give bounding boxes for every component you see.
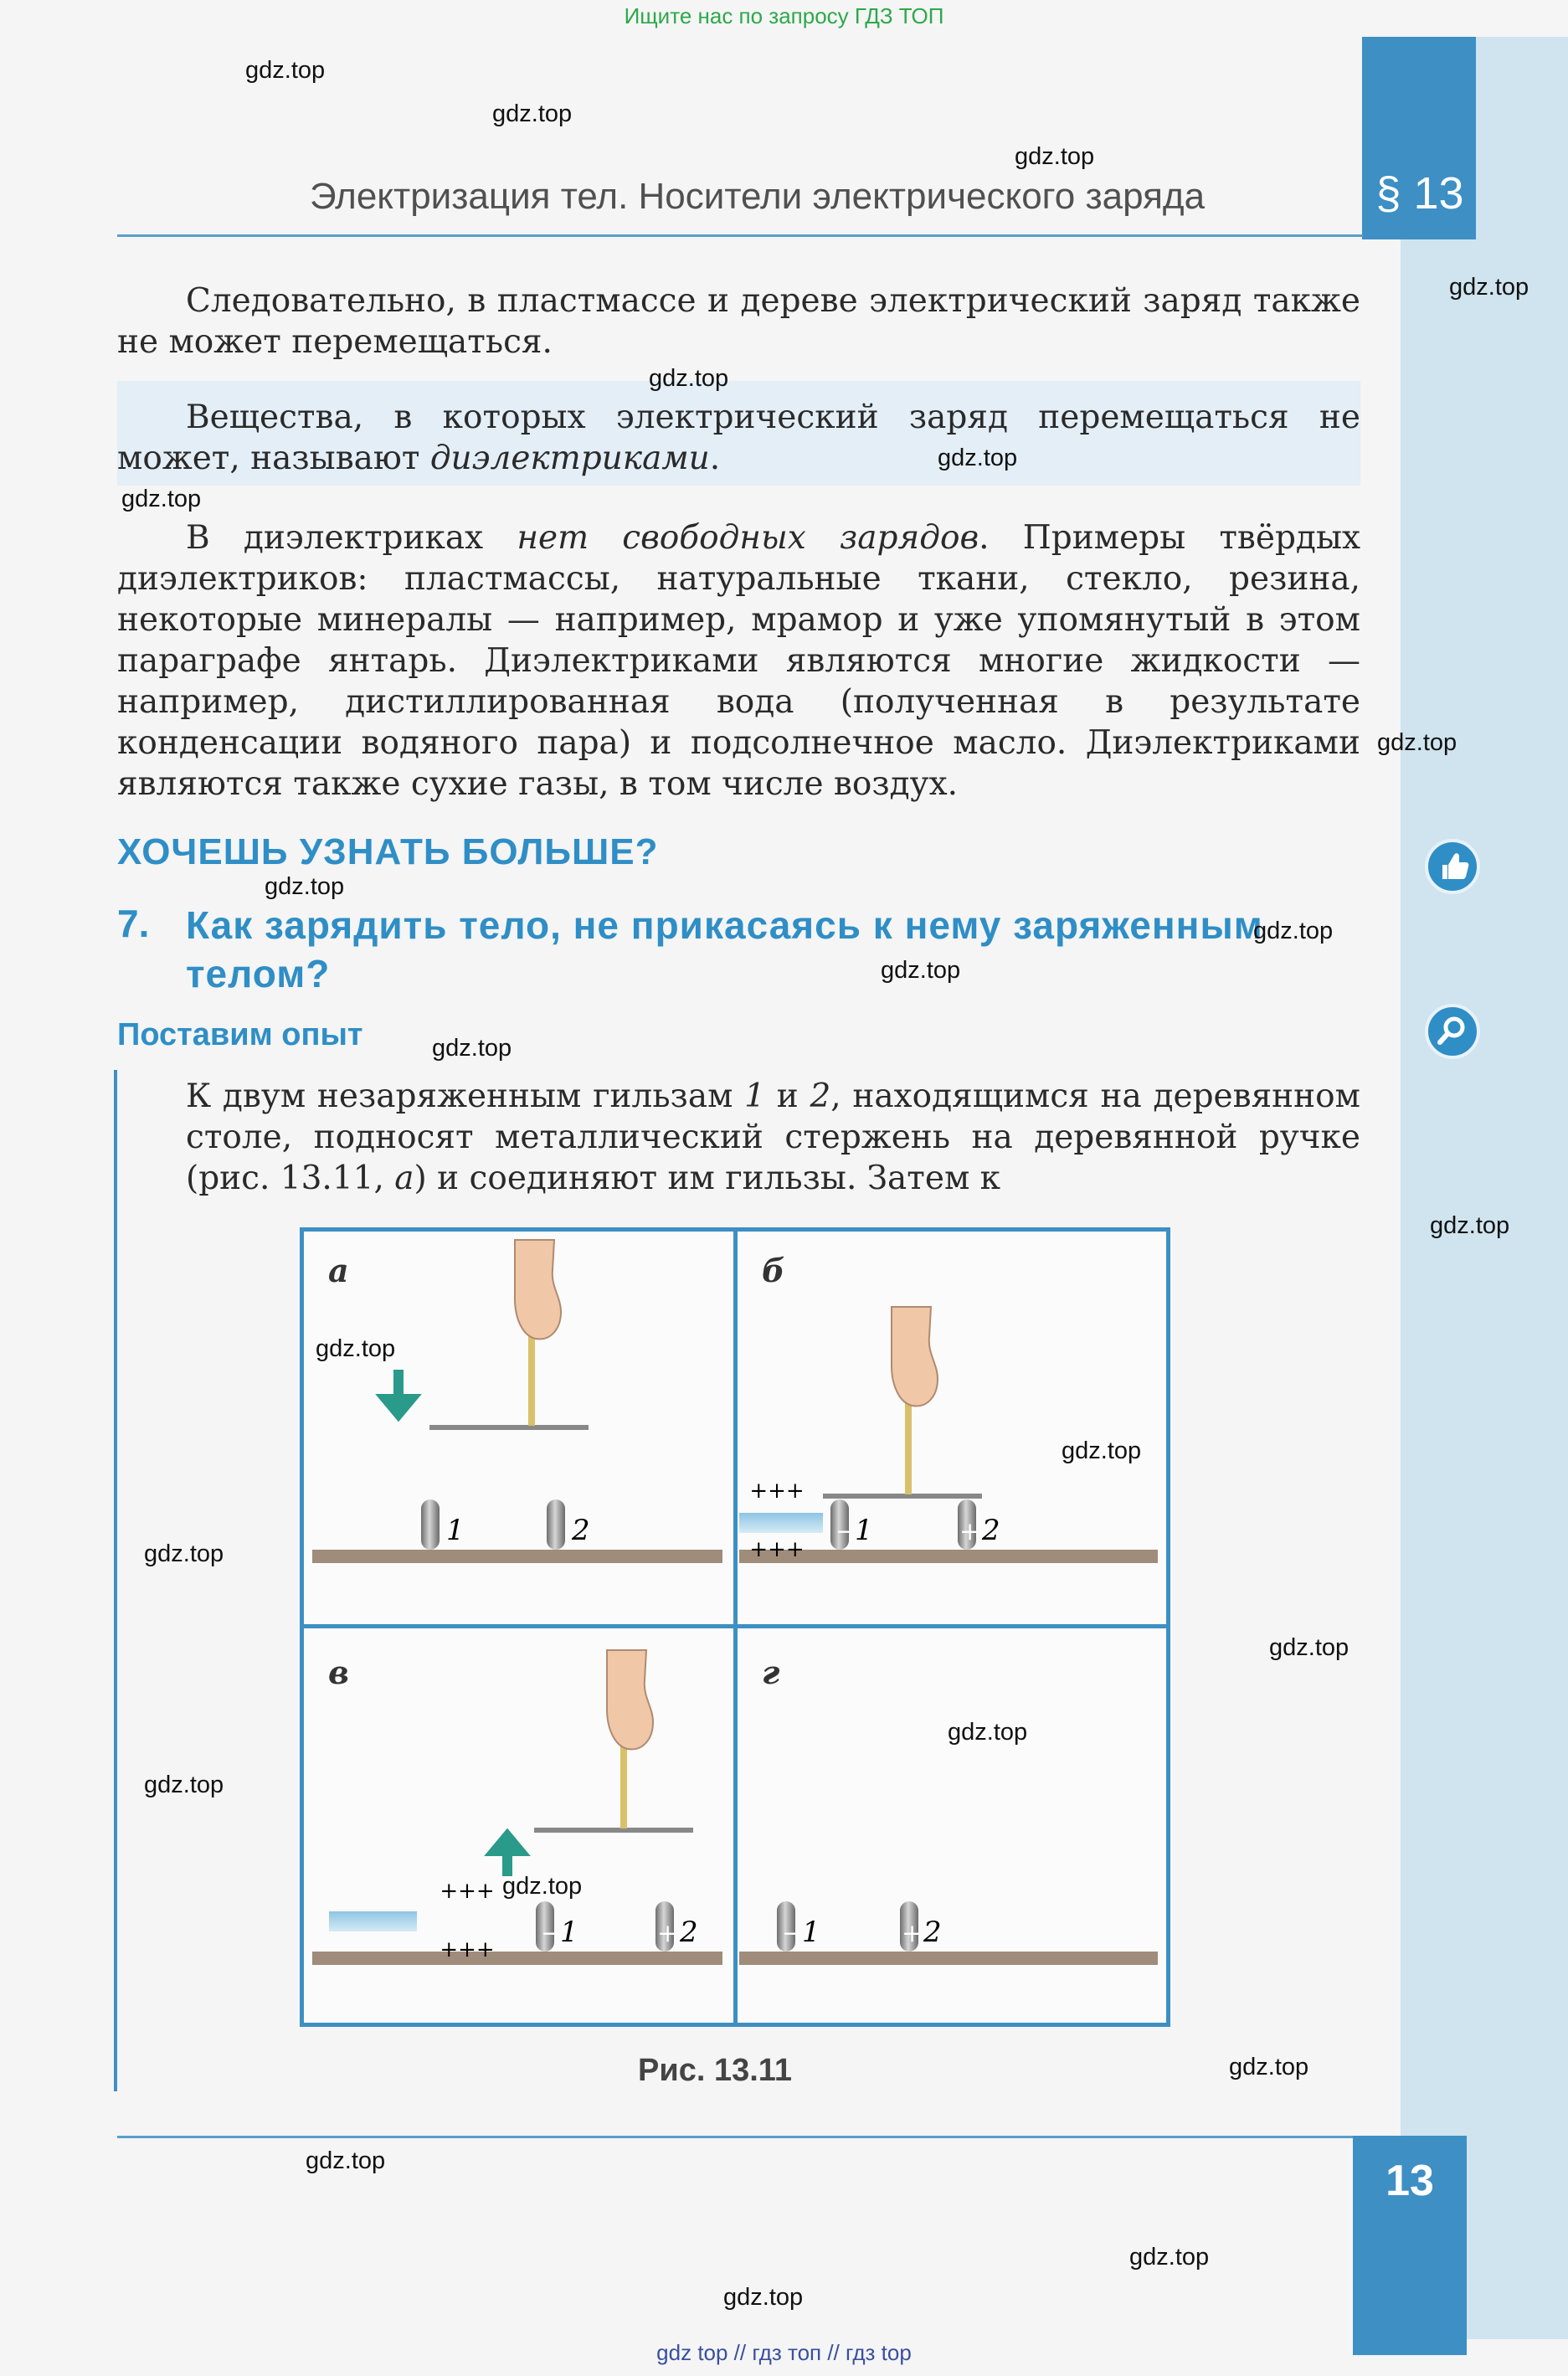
- sleeve-2-label-g: 2: [923, 1916, 942, 1949]
- question-number: 7.: [117, 902, 150, 945]
- panel-g-drawing: [739, 1901, 1158, 1965]
- metal-rod-a: [429, 1425, 589, 1430]
- hand-b: [892, 1307, 938, 1406]
- question-title: Как зарядить тело, не прикасаясь к нему заряженным телом?: [186, 903, 1263, 995]
- watermark: gdz.top: [1449, 274, 1529, 301]
- watermark: gdz.top: [1129, 2244, 1210, 2271]
- sleeve-1-label-b: 1: [855, 1514, 873, 1547]
- plus-bottom-v: +++: [440, 1937, 495, 1962]
- watermark: gdz.top: [723, 2284, 804, 2311]
- panel-v-drawing: [312, 1650, 722, 1965]
- charged-stick-v: [329, 1911, 417, 1931]
- handle-v: [620, 1742, 627, 1828]
- table-a: [312, 1550, 722, 1563]
- watermark: gdz.top: [316, 1335, 396, 1362]
- watermark: gdz.top: [1229, 2054, 1309, 2080]
- hand-v: [607, 1650, 653, 1749]
- footer-rule: [117, 2136, 1363, 2138]
- watermark: gdz.top: [245, 57, 326, 84]
- hand-a: [515, 1240, 561, 1339]
- panel-label-g: г: [762, 1653, 780, 1691]
- arrow-up-v: [495, 1836, 520, 1876]
- plus-v: +: [657, 1919, 679, 1948]
- charged-stick-b: [739, 1513, 823, 1533]
- sleeve-2-label-v: 2: [680, 1916, 698, 1949]
- section-number: § 13: [1375, 168, 1464, 219]
- watermark: gdz.top: [144, 1540, 224, 1567]
- top-banner[interactable]: Ищите нас по запросу ГДЗ ТОП: [624, 3, 944, 28]
- handle-a: [528, 1332, 535, 1426]
- watermark: gdz.top: [144, 1772, 224, 1798]
- watermark: gdz.top: [1062, 1437, 1142, 1464]
- experiment-heading: Поставим опыт: [117, 1017, 363, 1052]
- watermark: gdz.top: [121, 486, 202, 512]
- plus-g: +: [902, 1919, 923, 1948]
- metal-rod-v: [534, 1828, 693, 1833]
- plus-b: +: [959, 1517, 981, 1546]
- watermark: gdz.top: [948, 1719, 1028, 1746]
- sleeve-2-label-a: 2: [572, 1514, 590, 1547]
- thumbs-up-icon[interactable]: [1425, 839, 1480, 894]
- sleeve-2-label-b: 2: [982, 1514, 1000, 1547]
- sleeve-1-a: [421, 1499, 440, 1550]
- sleeve-1-label-v: 1: [560, 1916, 578, 1949]
- experiment-paragraph: К двум незаряженным гильзам 1 и 2, находящимся на деревянном столе, подносят металлический стержень на деревянной ручке (рис. 13.11, а) и соединяют им гильзы. Затем к: [186, 1077, 1360, 1197]
- sleeve-1-label-a: 1: [446, 1514, 465, 1547]
- minus-v: −: [541, 1919, 563, 1948]
- watermark: gdz.top: [492, 100, 573, 127]
- term-dielectrics: диэлектриками: [429, 440, 710, 477]
- watermark: gdz.top: [649, 365, 729, 392]
- running-title: Электризация тел. Носители электрического заряда: [310, 176, 1206, 217]
- figure-caption: Рис. 13.11: [638, 2053, 792, 2088]
- panel-label-b: б: [762, 1252, 785, 1289]
- watermark: gdz.top: [1377, 729, 1457, 756]
- metal-rod-b: [823, 1494, 982, 1499]
- table-v: [312, 1952, 722, 1965]
- watermark: gdz.top: [1015, 143, 1095, 170]
- panel-b-drawing: [739, 1307, 1158, 1563]
- minus-b: −: [835, 1517, 857, 1546]
- page-number: 13: [1385, 2157, 1434, 2205]
- side-band: [1401, 37, 1568, 2339]
- panel-label-a: а: [328, 1252, 349, 1289]
- watermark: gdz.top: [938, 445, 1018, 471]
- watermark: gdz.top: [265, 873, 345, 900]
- magnifier-icon[interactable]: [1425, 1004, 1480, 1059]
- plus-top-v: +++: [440, 1879, 495, 1904]
- paragraph-1: Следовательно, в пластмассе и дереве электрический заряд также не может перемещаться.: [117, 282, 1360, 361]
- plus-bottom-b: +++: [749, 1537, 805, 1562]
- footer-links[interactable]: gdz top // гдз топ // гдз top: [656, 2340, 912, 2365]
- paragraph-3: В диэлектриках нет свободных зарядов. Примеры твёрдых диэлектриков: пластмассы, натуральные ткани, стекло, резина, некоторые минералы — например, мрамор и уже упомянутый в этом параграфе янтарь. Диэлектриками являются многие жидкости — например, дистиллированная вода (полученная в результате конденсации водяного пара) и подсолнечное масло. Диэлектриками являются также сухие газы, в том числе воздух.: [117, 519, 1360, 803]
- more-heading: ХОЧЕШЬ УЗНАТЬ БОЛЬШЕ?: [117, 831, 659, 872]
- experiment-bar: [114, 1070, 117, 2091]
- sleeve-2-a: [547, 1499, 565, 1550]
- panel-label-v: в: [328, 1653, 349, 1691]
- watermark: gdz.top: [306, 2147, 386, 2174]
- panel-a-drawing: [312, 1240, 722, 1563]
- watermark: gdz.top: [432, 1035, 512, 1062]
- minus-g: −: [782, 1919, 804, 1948]
- watermark: gdz.top: [1269, 1634, 1350, 1661]
- plus-top-b: +++: [749, 1479, 805, 1504]
- sleeve-1-label-g: 1: [802, 1916, 820, 1949]
- watermark: gdz.top: [502, 1873, 583, 1900]
- arrow-down-a: [386, 1370, 411, 1414]
- watermark: gdz.top: [881, 957, 961, 984]
- figure-drawing: [304, 1232, 1166, 2023]
- handle-b: [905, 1399, 912, 1494]
- watermark: gdz.top: [1430, 1212, 1510, 1239]
- table-g: [739, 1952, 1158, 1965]
- header-rule: [117, 234, 1363, 237]
- paragraph-definition: Вещества, в которых электрический заряд перемещаться не может, называют диэлектриками.: [117, 399, 1360, 477]
- watermark: gdz.top: [1253, 918, 1334, 944]
